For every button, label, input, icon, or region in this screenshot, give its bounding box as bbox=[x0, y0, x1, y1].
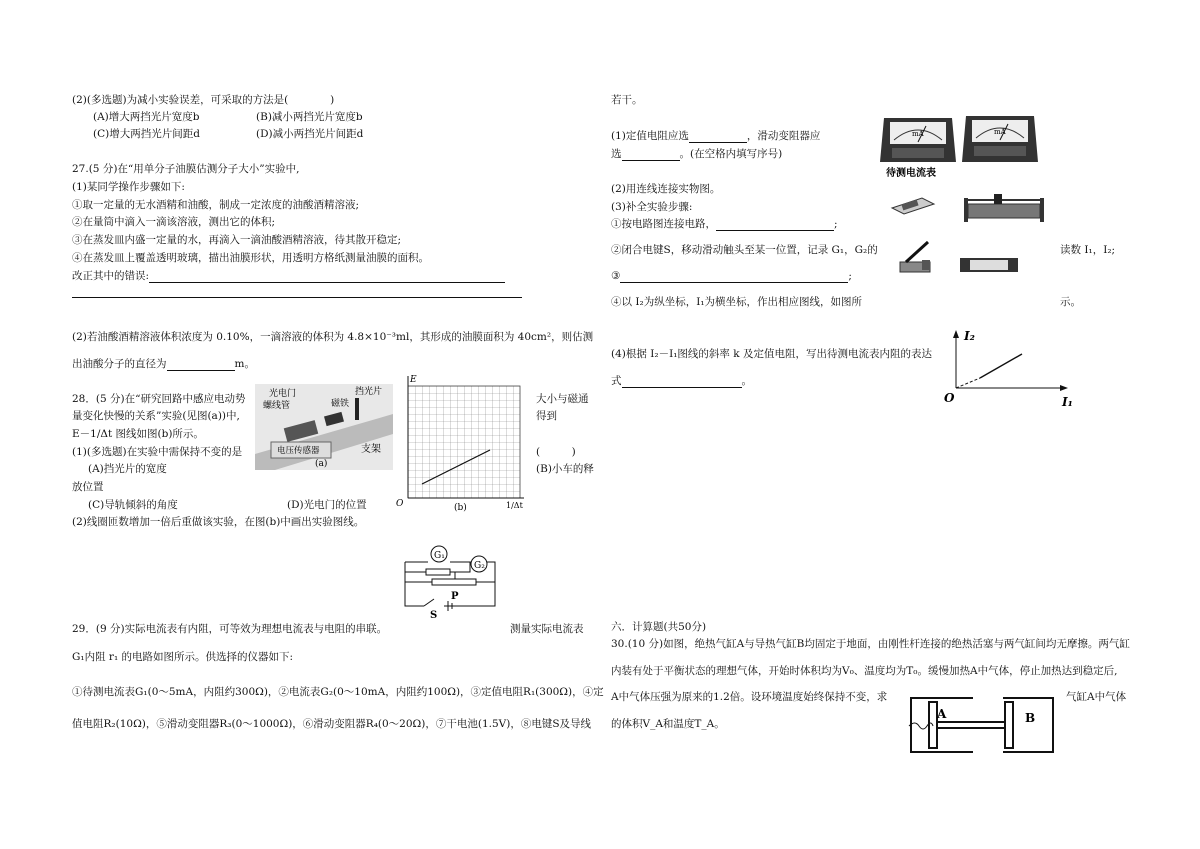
q28-line1: 28．(5 分)在“研究回路中感应电动势 bbox=[72, 393, 246, 405]
q30-line3-right: 气缸A中气体 bbox=[1066, 691, 1127, 703]
q29-step1: ①按电路图连接电路， ; bbox=[611, 218, 838, 230]
circuit-diagram bbox=[400, 544, 500, 620]
answer-blank[interactable] bbox=[622, 377, 742, 388]
q29-instruments-2: 值电阻R₂(10Ω)，⑤滑动变阻器R₃(0～1000Ω)，⑥滑动变阻器R₄(0～20Ω)，⑦干电池(1.5V)，⑧电键S及导线 bbox=[72, 718, 592, 730]
q28-right2: 得到 bbox=[536, 410, 557, 422]
q28-line3: E－1/Δt 图线如图(b)所示。 bbox=[72, 428, 204, 440]
fig-a-label-sensor: 电压传感器 bbox=[277, 446, 320, 456]
origin-label: O bbox=[396, 499, 404, 509]
cylinders-diagram bbox=[903, 694, 1063, 764]
x-axis-label: 1/Δt bbox=[506, 501, 523, 510]
q29-line2: G₁内阻 r₁ 的电路如图所示。供选择的仪器如下: bbox=[72, 651, 294, 663]
y-axis-label: E bbox=[410, 375, 417, 385]
q28-option-c: (C)导轨倾斜的角度 bbox=[88, 499, 178, 511]
light-gate-shape bbox=[355, 398, 359, 420]
cylinder-b-wall bbox=[1023, 698, 1053, 752]
q29-step3: ③ ; bbox=[611, 270, 852, 282]
q27-step1: ①取一定量的无水酒精和油酸，制成一定浓度的油酸酒精溶液; bbox=[72, 199, 360, 211]
y-axis-label: I₂ bbox=[964, 329, 975, 343]
answer-line[interactable] bbox=[72, 297, 522, 298]
q29-line1-right: 测量实际电流表 bbox=[510, 623, 584, 635]
q26-2-stem: (2)(多选题)为减小实验误差，可采取的方法是( ) bbox=[72, 94, 335, 106]
q27-step4: ④在蒸发皿上覆盖透明玻璃，描出油膜形状，用透明方格纸测量油膜的面积。 bbox=[72, 252, 429, 264]
fig-a-label-stand: 支架 bbox=[361, 444, 381, 455]
meter-caption: 待测电流表 bbox=[886, 168, 936, 179]
ammeter-pair bbox=[880, 110, 1040, 180]
ammeter-2 bbox=[962, 116, 1038, 162]
g1-label: G₁ bbox=[434, 551, 445, 561]
fig-a-label-shutter: 挡光片 bbox=[355, 387, 383, 397]
q28-option-b: (B)小车的释 bbox=[536, 463, 594, 475]
answer-blank[interactable] bbox=[620, 272, 848, 283]
q28-line2: 量变化快慢的关系”实验(见图(a))中, bbox=[72, 410, 240, 422]
q26-option-a: (A)增大两挡光片宽度b bbox=[93, 111, 200, 123]
q28-option-a: (A)挡光片的宽度 bbox=[88, 463, 167, 475]
q27-correction-label: 改正其中的错误: bbox=[72, 270, 505, 283]
q29-step2-right: 读数 I₁，I₂; bbox=[1060, 244, 1116, 256]
data-line bbox=[980, 354, 1022, 378]
q26-option-d: (D)减小两挡光片间距d bbox=[256, 128, 364, 140]
answer-blank[interactable] bbox=[149, 272, 505, 283]
q28-line6: 放位置 bbox=[72, 481, 104, 493]
q28-option-d: (D)光电门的位置 bbox=[287, 499, 367, 511]
answer-blank[interactable] bbox=[716, 220, 834, 231]
fig-b-caption: (b) bbox=[454, 503, 467, 512]
battery bbox=[960, 258, 1018, 272]
q28-answer-bracket: ( ) bbox=[536, 446, 576, 458]
origin-label: O bbox=[944, 391, 955, 405]
instrument-photos bbox=[886, 190, 1046, 286]
q29-step4-right: 示。 bbox=[1060, 296, 1081, 308]
q30-line4: 的体积V_A和温度T_A。 bbox=[611, 718, 725, 730]
answer-blank[interactable] bbox=[167, 360, 235, 371]
q29-continued: 若干。 bbox=[611, 94, 643, 106]
p-label: P bbox=[451, 591, 459, 602]
q30-line3: A中气体压强为原来的1.2倍。设环境温度始终保持不变，求 bbox=[611, 691, 888, 703]
q27-sub1: (1)某同学操作步骤如下: bbox=[72, 181, 185, 193]
q27-title: 27.(5 分)在“用单分子油膜估测分子大小”实验中, bbox=[72, 163, 300, 175]
figure-b-graph bbox=[394, 372, 528, 512]
rheostat bbox=[964, 194, 1044, 222]
q29-part4-cont: 式 。 bbox=[611, 375, 752, 387]
q29-instruments-1: ①待测电流表G₁(0～5mA，内阻约300Ω)，②电流表G₂(0～10mA，内阻约100Ω)，③定值电阻R₁(300Ω)，④定 bbox=[72, 686, 604, 698]
q26-option-c: (C)增大两挡光片间距d bbox=[93, 128, 200, 140]
q27-step3: ③在蒸发皿内盛一定量的水，再滴入一滴油酸酒精溶液，待其散开稳定; bbox=[72, 234, 402, 246]
q27-sub2: (2)若油酸酒精溶液体积浓度为 0.10%，一滴溶液的体积为 4.8×10⁻³ml，其形成的油膜面积为 40cm²，则估测 bbox=[72, 331, 594, 343]
answer-blank[interactable] bbox=[622, 150, 680, 161]
piston-b bbox=[1005, 702, 1013, 748]
q29-part1: (1)定值电阻应选 ，滑动变阻器应 bbox=[611, 130, 821, 142]
x-axis-label: I₁ bbox=[1062, 395, 1073, 409]
cylinder-a-wall bbox=[911, 698, 927, 752]
fig-a-label-photogate: 光电门 bbox=[269, 389, 297, 399]
fixed-resistor bbox=[892, 198, 934, 214]
q27-step2: ②在量筒中滴入一滴该溶液，测出它的体积; bbox=[72, 216, 276, 228]
section6-heading: 六．计算题(共50分) bbox=[611, 621, 707, 633]
meter1-unit: mA bbox=[912, 130, 924, 138]
fig-a-label-solenoid: 螺线管 bbox=[263, 401, 291, 411]
q26-option-b: (B)减小两挡光片宽度b bbox=[256, 111, 363, 123]
fig-a-caption: (a) bbox=[315, 459, 328, 469]
s-label: S bbox=[430, 610, 438, 620]
q29-line1: 29．(9 分)实际电流表有内阻，可等效为理想电流表与电阻的串联。 bbox=[72, 623, 388, 635]
figure-a-apparatus bbox=[255, 384, 393, 470]
switch bbox=[900, 242, 930, 272]
g2-label: G₂ bbox=[474, 561, 485, 571]
meter2-unit: mA bbox=[994, 128, 1006, 136]
cylinder-b-label: B bbox=[1025, 711, 1036, 725]
answer-blank[interactable] bbox=[689, 132, 747, 143]
q29-part3: (3)补全实验步骤: bbox=[611, 201, 693, 213]
q30-line1: 30.(10 分)如图，绝热气缸A与导热气缸B均固定于地面，由刚性杆连接的绝热活塞与两气缸间均无摩擦。两气缸 bbox=[611, 638, 1130, 650]
fig-a-label-magnet: 磁铁 bbox=[331, 399, 350, 409]
q28-right1: 大小与磁通 bbox=[536, 393, 589, 405]
q29-part4: (4)根据 I₂－I₁图线的斜率 k 及定值电阻，写出待测电流表内阻的表达 bbox=[611, 348, 932, 360]
q30-line2: 内装有处于平衡状态的理想气体，开始时体积均为V₀、温度均为T₀。缓慢加热A中气体，停止加热达到稳定后, bbox=[611, 665, 1118, 677]
q29-part2: (2)用连线连接实物图。 bbox=[611, 183, 721, 195]
q27-sub2-answer: 出油酸分子的直径为 m。 bbox=[72, 358, 255, 370]
q28-sub2: (2)线圈匝数增加一倍后重做该实验，在图(b)中画出实验图线。 bbox=[72, 516, 365, 528]
q28-line4: (1)(多选题)在实验中需保持不变的是 bbox=[72, 446, 243, 458]
grid bbox=[408, 386, 520, 498]
ammeter-1 bbox=[880, 118, 956, 162]
q29-part1-cont: 选 。(在空格内填写序号) bbox=[611, 148, 783, 160]
i2-i1-graph bbox=[942, 326, 1078, 410]
cylinder-a-label: A bbox=[937, 707, 947, 721]
q29-step4: ④以 I₂为纵坐标，I₁为横坐标，作出相应图线，如图所 bbox=[611, 296, 863, 308]
q29-step2: ②闭合电键S，移动滑动触头至某一位置，记录 G₁，G₂的 bbox=[611, 244, 878, 256]
